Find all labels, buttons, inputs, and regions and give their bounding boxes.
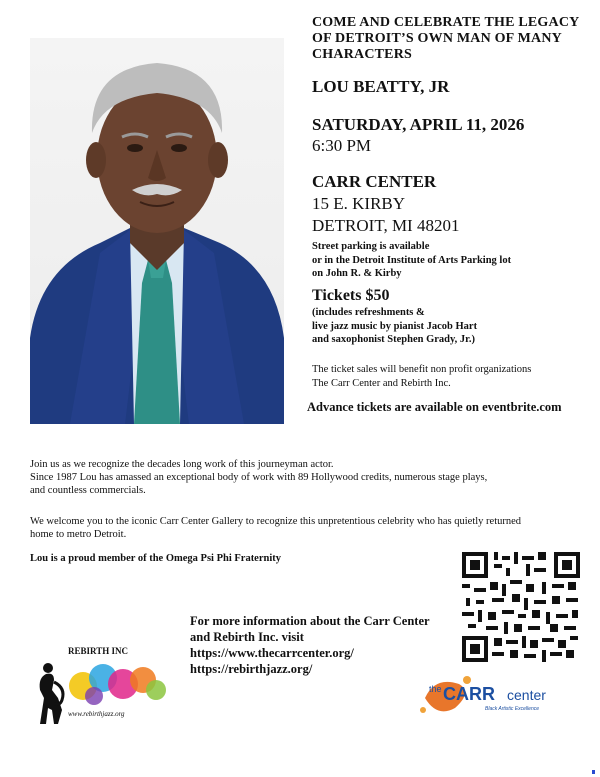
carr-center-link[interactable]: https://www.thecarrcenter.org/ (190, 646, 354, 660)
parking-line: on John R. & Kirby (312, 268, 402, 279)
carr-center-logo (415, 670, 575, 720)
portrait-illustration (30, 38, 284, 424)
welcome-line: We welcome you to the iconic Carr Center Gallery to recognize this unpretentious celebrity who has quietly returned (30, 516, 522, 527)
carr-logo-center: center (507, 687, 546, 703)
more-info-line: For more information about the Carr Center (190, 614, 430, 628)
benefit-line: The ticket sales will benefit non profit organizations (312, 364, 532, 375)
headline-line: CHARACTERS (312, 47, 413, 62)
more-info-block (190, 613, 460, 677)
benefit-info (312, 363, 582, 390)
rebirth-logo-url: www.rebirthjazz.org (68, 710, 125, 718)
includes-line: (includes refreshments & (312, 307, 425, 318)
carr-logo-the: the (429, 684, 442, 694)
parking-line: Street parking is available (312, 241, 430, 252)
event-headline (312, 15, 582, 63)
parking-line: or in the Detroit Institute of Arts Parking lot (312, 254, 512, 266)
intro-line: Join us as we recognize the decades long work of this journeyman actor. (30, 459, 334, 470)
carr-logo-main: CARR (443, 684, 495, 704)
event-date: SATURDAY, APRIL 11, 2026 (312, 115, 525, 134)
more-info-line: and Rebirth Inc. visit (190, 630, 304, 644)
rebirth-jazz-link[interactable]: https://rebirthjazz.org/ (190, 662, 313, 676)
ticket-price: Tickets $50 (312, 287, 390, 304)
ticket-includes (312, 306, 582, 347)
rebirth-inc-logo (28, 638, 180, 730)
honoree-name: LOU BEATTY, JR (312, 77, 450, 96)
parking-info (312, 240, 582, 281)
advance-tickets-note: Advance tickets are available on eventbrite.com (307, 400, 562, 414)
corner-mark (592, 770, 595, 774)
event-time: 6:30 PM (312, 136, 372, 155)
venue-street: 15 E. KIRBY (312, 194, 406, 213)
venue-city: DETROIT, MI 48201 (312, 216, 460, 235)
intro-line: Since 1987 Lou has amassed an exceptional body of work with 89 Hollywood credits, numerous stage plays, (30, 472, 488, 483)
portrait-photo (30, 38, 284, 424)
rebirth-logo-title: REBIRTH INC (68, 646, 128, 656)
headline-line: OF DETROIT’S OWN MAN OF MANY (312, 31, 562, 46)
intro-line: and countless commercials. (30, 485, 146, 496)
welcome-line: home to metro Detroit. (30, 529, 127, 540)
benefit-line: The Carr Center and Rebirth Inc. (312, 377, 451, 389)
includes-line: live jazz music by pianist Jacob Hart (312, 320, 478, 332)
qr-code (462, 552, 580, 662)
includes-line: and saxophonist Stephen Grady, Jr.) (312, 334, 475, 345)
fraternity-note: Lou is a proud member of the Omega Psi Phi Fraternity (30, 553, 282, 564)
carr-logo-tagline: Black Artistic Excellence (485, 706, 539, 712)
headline-line: COME AND CELEBRATE THE LEGACY (312, 15, 580, 30)
intro-paragraph (30, 458, 575, 497)
venue-name: CARR CENTER (312, 172, 437, 191)
welcome-paragraph (30, 515, 590, 541)
